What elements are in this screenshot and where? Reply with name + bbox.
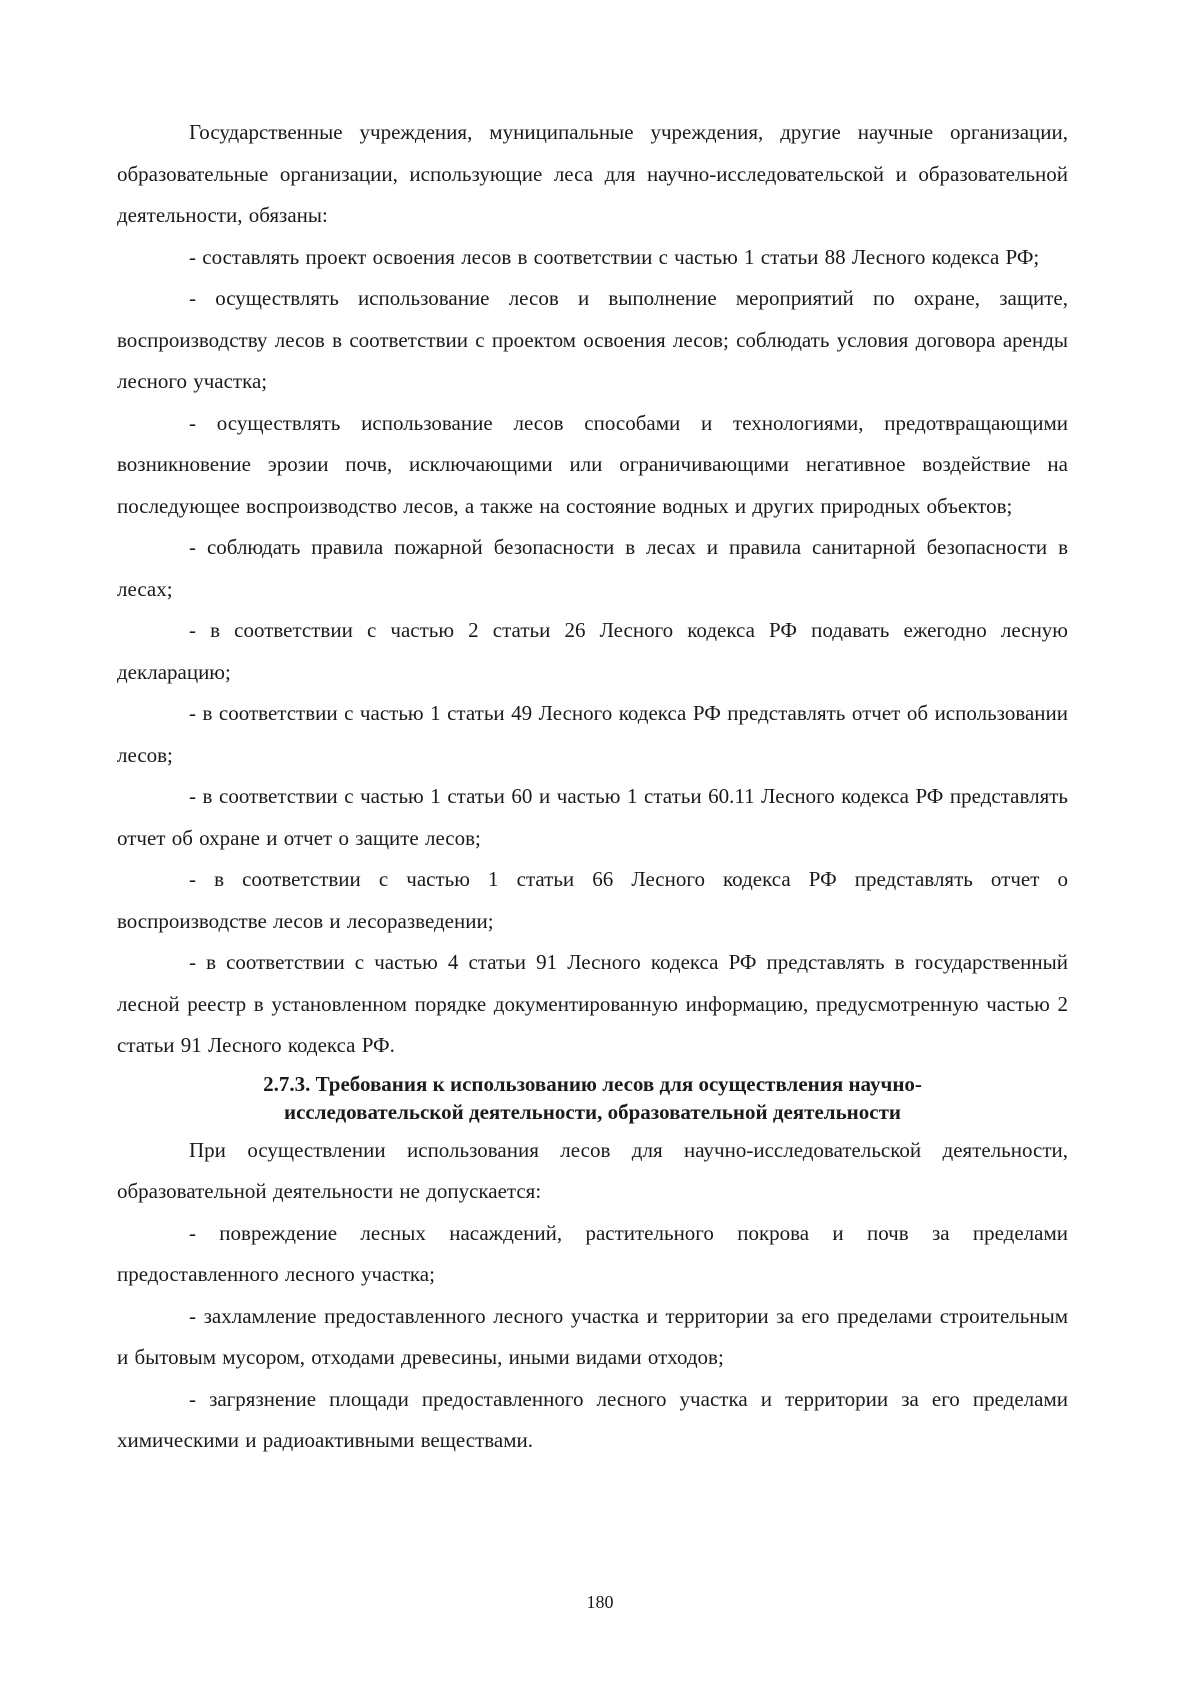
paragraph-erosion-prevention: - осуществлять использование лесов способами и технологиями, предотвращающими возникновение эрозии почв, исключающими или ограничивающими негативное воздействие на последующее воспроизводство лесов, а также на состояние водных и других природных объектов;: [117, 410, 1068, 518]
document-page: [117, 112, 1068, 1462]
paragraph-protection-report: - в соответствии с частью 1 статьи 60 и частью 1 статьи 60.11 Лесного кодекса РФ представлять отчет об охране и отчет о защите лесов;: [117, 784, 1068, 850]
paragraph-pollution-prohibition: - загрязнение площади предоставленного лесного участка и территории за его пределами химическими и радиоактивными веществами.: [117, 1386, 1068, 1452]
page-number: 180: [586, 1592, 614, 1612]
paragraph-forest-declaration: - в соответствии с частью 2 статьи 26 Лесного кодекса РФ подавать ежегодно лесную декларацию;: [117, 618, 1068, 684]
paragraph-damage-prohibition: - повреждение лесных насаждений, растительного покрова и почв за пределами предоставленного лесного участка;: [117, 1220, 1068, 1286]
paragraph-reproduction-report: - в соответствии с частью 1 статьи 66 Лесного кодекса РФ представлять отчет о воспроизводстве лесов и лесоразведении;: [117, 867, 1068, 933]
paragraph-project-plan: - составлять проект освоения лесов в соответствии с частью 1 статьи 88 Лесного кодекса РФ;: [189, 244, 1040, 269]
paragraph-usage-report: - в соответствии с частью 1 статьи 49 Лесного кодекса РФ представлять отчет об использовании лесов;: [117, 701, 1068, 767]
paragraph-forest-use-measures: - осуществлять использование лесов и выполнение мероприятий по охране, защите, воспроизводству лесов в соответствии с проектом освоения лесов; соблюдать условия договора аренды лесного участка;: [117, 286, 1068, 393]
paragraph-obligations-intro: Государственные учреждения, муниципальные учреждения, другие научные организации, образовательные организации, использующие леса для научно-исследовательской и образовательной деятельности, обязаны:: [117, 120, 1068, 227]
section-heading-line-2: исследовательской деятельности, образовательной деятельности: [283, 1099, 902, 1124]
paragraph-prohibitions-intro: При осуществлении использования лесов для научно-исследовательской деятельности, образовательной деятельности не допускается:: [117, 1137, 1068, 1203]
section-heading: [117, 1067, 1068, 1130]
paragraph-fire-safety: - соблюдать правила пожарной безопасности в лесах и правила санитарной безопасности в лесах;: [117, 535, 1068, 601]
paragraph-littering-prohibition: - захламление предоставленного лесного участка и территории за его пределами строительным и бытовым мусором, отходами древесины, иными видами отходов;: [117, 1303, 1068, 1369]
paragraph-forest-register: - в соответствии с частью 4 статьи 91 Лесного кодекса РФ представлять в государственный лесной реестр в установленном порядке документированную информацию, предусмотренную частью 2 статьи 91 Лесного кодекса РФ.: [117, 950, 1068, 1057]
section-heading-line-1: 2.7.3. Требования к использованию лесов для осуществления научно-: [263, 1071, 922, 1096]
